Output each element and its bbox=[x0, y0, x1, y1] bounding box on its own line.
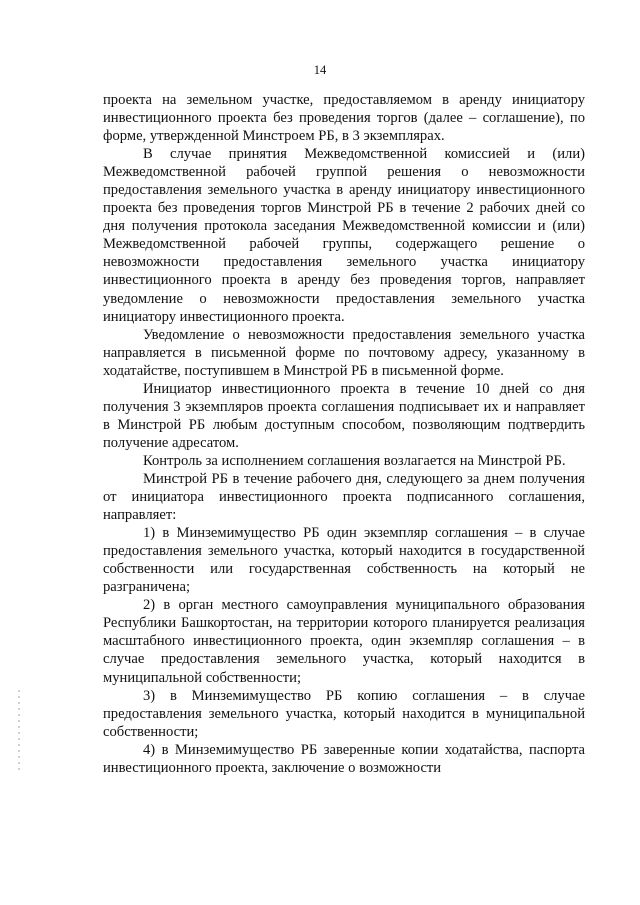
list-item-4: 4) в Минземимущество РБ заверенные копии ходатайства, паспорта инвестиционного проекта, заключение о возможности bbox=[103, 741, 585, 776]
document-body bbox=[103, 91, 585, 777]
paragraph-initiator-signing: Инициатор инвестиционного проекта в течение 10 дней со дня получения 3 экземпляров проекта соглашения подписывает их и направляет в Минстрой РБ любым доступным способом, позволяющим подтвердить получение адресатом. bbox=[103, 380, 585, 451]
list-item-2: 2) в орган местного самоуправления муниципального образования Республики Башкортостан, на территории которого планируется реализация масштабного инвестиционного проекта, один экземпляр соглашения – в случае предоставления земельного участка, который находится в муниципальной собственности; bbox=[103, 597, 585, 686]
paragraph-refusal-decision: В случае принятия Межведомственной комиссией и (или) Межведомственной рабочей группой решения о невозможности предоставления земельного участка в аренду инициатору инвестиционного проекта без проведения торгов Минстрой РБ в течение 2 рабочих дней со дня получения протокола заседания Межведомственной комиссии и (или) Межведомственной рабочей группы, содержащего решение о невозможности предоставления земельного участка инициатору инвестиционного проекта в аренду без проведения торгов, направляет уведомление о невозможности предоставления земельного участка инициатору инвестиционного проекта. bbox=[103, 146, 585, 325]
list-item-3: 3) в Минземимущество РБ копию соглашения – в случае предоставления земельного участка, который находится в муниципальной собственности; bbox=[103, 687, 585, 740]
paragraph-notification-form: Уведомление о невозможности предоставления земельного участка направляется в письменной форме по почтовому адресу, указанному в ходатайстве, поступившем в Минстрой РБ в письменной форме. bbox=[103, 326, 585, 379]
page-number: 14 bbox=[313, 63, 327, 77]
paragraph-control: Контроль за исполнением соглашения возлагается на Минстрой РБ. bbox=[143, 452, 566, 469]
paragraph-continuation: проекта на земельном участке, предоставляемом в аренду инициатору инвестиционного проекта без проведения торгов (далее – соглашение), по форме, утвержденной Минстроем РБ, в 3 экземплярах. bbox=[103, 92, 585, 145]
paragraph-minstroy-sends: Минстрой РБ в течение рабочего дня, следующего за днем получения от инициатора инвестиционного проекта подписанного соглашения, направляет: bbox=[103, 470, 585, 524]
scan-margin-mark bbox=[18, 690, 20, 770]
list-item-1: 1) в Минземимущество РБ один экземпляр соглашения – в случае предоставления земельного участка, который находится в государственной собственности или государственная собственность на который не разграничена; bbox=[103, 525, 585, 596]
